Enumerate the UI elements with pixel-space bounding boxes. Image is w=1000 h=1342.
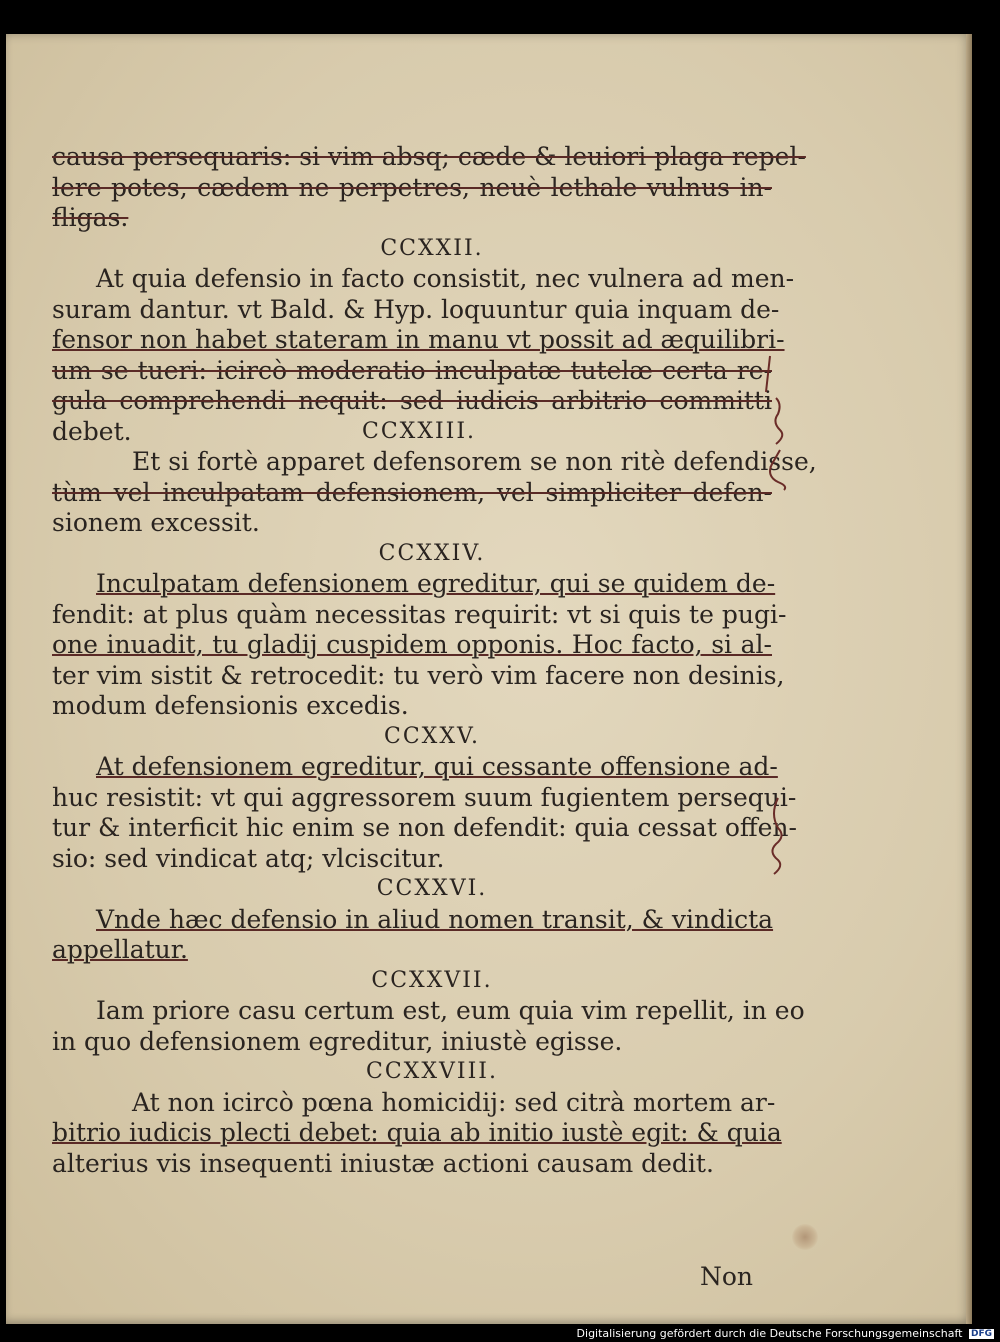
paper-stain <box>792 1224 818 1250</box>
text-line <box>52 417 772 448</box>
text-fragment: debet. <box>52 416 132 446</box>
text-line: in quo defensionem egreditur, iniustè egisse. <box>52 1026 623 1056</box>
text-line: causa persequaris: si vim absq; cæde & leuiori plaga repel- <box>52 142 806 171</box>
curly-bracket-icon <box>758 794 798 884</box>
text-line: appellatur. <box>52 935 188 964</box>
dfg-logo: DFG <box>970 1329 992 1339</box>
margin-bracket-mark <box>758 794 798 888</box>
section-number: CCXXVI. <box>376 876 488 901</box>
section-number: CCXXIII. <box>362 418 477 444</box>
text-line: Et si fortè apparet defensorem se non ritè defendisse, <box>132 447 817 476</box>
credit-text: Digitalisierung gefördert durch die Deutsche Forschungsgemeinschaft <box>576 1327 963 1340</box>
text-line: bitrio iudicis plecti debet: quia ab initio iustè egit: & quia <box>52 1118 782 1147</box>
section-number: CCXXV. <box>383 723 481 749</box>
section-number: CCXXII. <box>380 235 484 261</box>
text-line: At non icircò pœna homicidij: sed citrà mortem ar- <box>132 1087 776 1117</box>
book-page <box>6 34 972 1324</box>
text-line: fendit: at plus quàm necessitas requirit: vt si quis te pugi- <box>52 599 787 629</box>
text-line: Inculpatam defensionem egreditur, qui se quidem de- <box>96 569 776 598</box>
text-line: tùm vel inculpatam defensionem, vel simpliciter defen- <box>52 477 772 507</box>
text-line: one inuadit, tu gladij cuspidem opponis. Hoc facto, si al- <box>52 630 772 659</box>
text-line: tur & interficit hic enim se non defendit: quia cessat offen- <box>52 813 797 842</box>
text-line: fligas. <box>52 203 129 232</box>
text-line: Iam priore casu certum est, eum quia vim repellit, in eo <box>96 996 805 1025</box>
section-number: CCXXVII. <box>371 967 493 993</box>
section-number: CCXXIV. <box>378 540 486 566</box>
text-line: alterius vis insequenti iniustæ actioni causam dedit. <box>52 1148 714 1178</box>
text-line: modum defensionis excedis. <box>52 691 409 720</box>
text-line: sio: sed vindicat atq; vlciscitur. <box>52 843 445 873</box>
text-line: huc resistit: vt qui aggressorem suum fugientem persequi- <box>52 782 797 812</box>
text-line: At quia defensio in facto consistit, nec vulnera ad men- <box>96 264 795 293</box>
text-line: ter vim sistit & retrocedit: tu verò vim facere non desinis, <box>52 660 785 690</box>
text-line: um se tueri: icircò moderatio inculpatæ tutelæ certa re- <box>52 355 772 385</box>
text-line: suram dantur. vt Bald. & Hyp. loquuntur quia inquam de- <box>52 294 780 324</box>
page-text <box>52 142 817 1179</box>
text-line: lere potes, cædem ne perpetres, neuè lethale vulnus in- <box>52 172 772 202</box>
margin-bracket-mark <box>758 352 798 506</box>
section-number: CCXXVIII. <box>366 1059 498 1084</box>
page-spine-shadow <box>966 34 972 1324</box>
text-line: fensor non habet stateram in manu vt possit ad æquilibri- <box>52 325 785 354</box>
catchword: Non <box>700 1262 754 1291</box>
text-line: sionem excessit. <box>52 508 260 537</box>
digitization-credit <box>577 1327 994 1340</box>
text-line: At defensionem egreditur, qui cessante offensione ad- <box>96 752 778 781</box>
curly-bracket-icon <box>758 352 798 502</box>
text-line: Vnde hæc defensio in aliud nomen transit, & vindicta <box>96 904 774 934</box>
text-line: gula comprehendi nequit: sed iudicis arbitrio committi <box>52 386 772 415</box>
